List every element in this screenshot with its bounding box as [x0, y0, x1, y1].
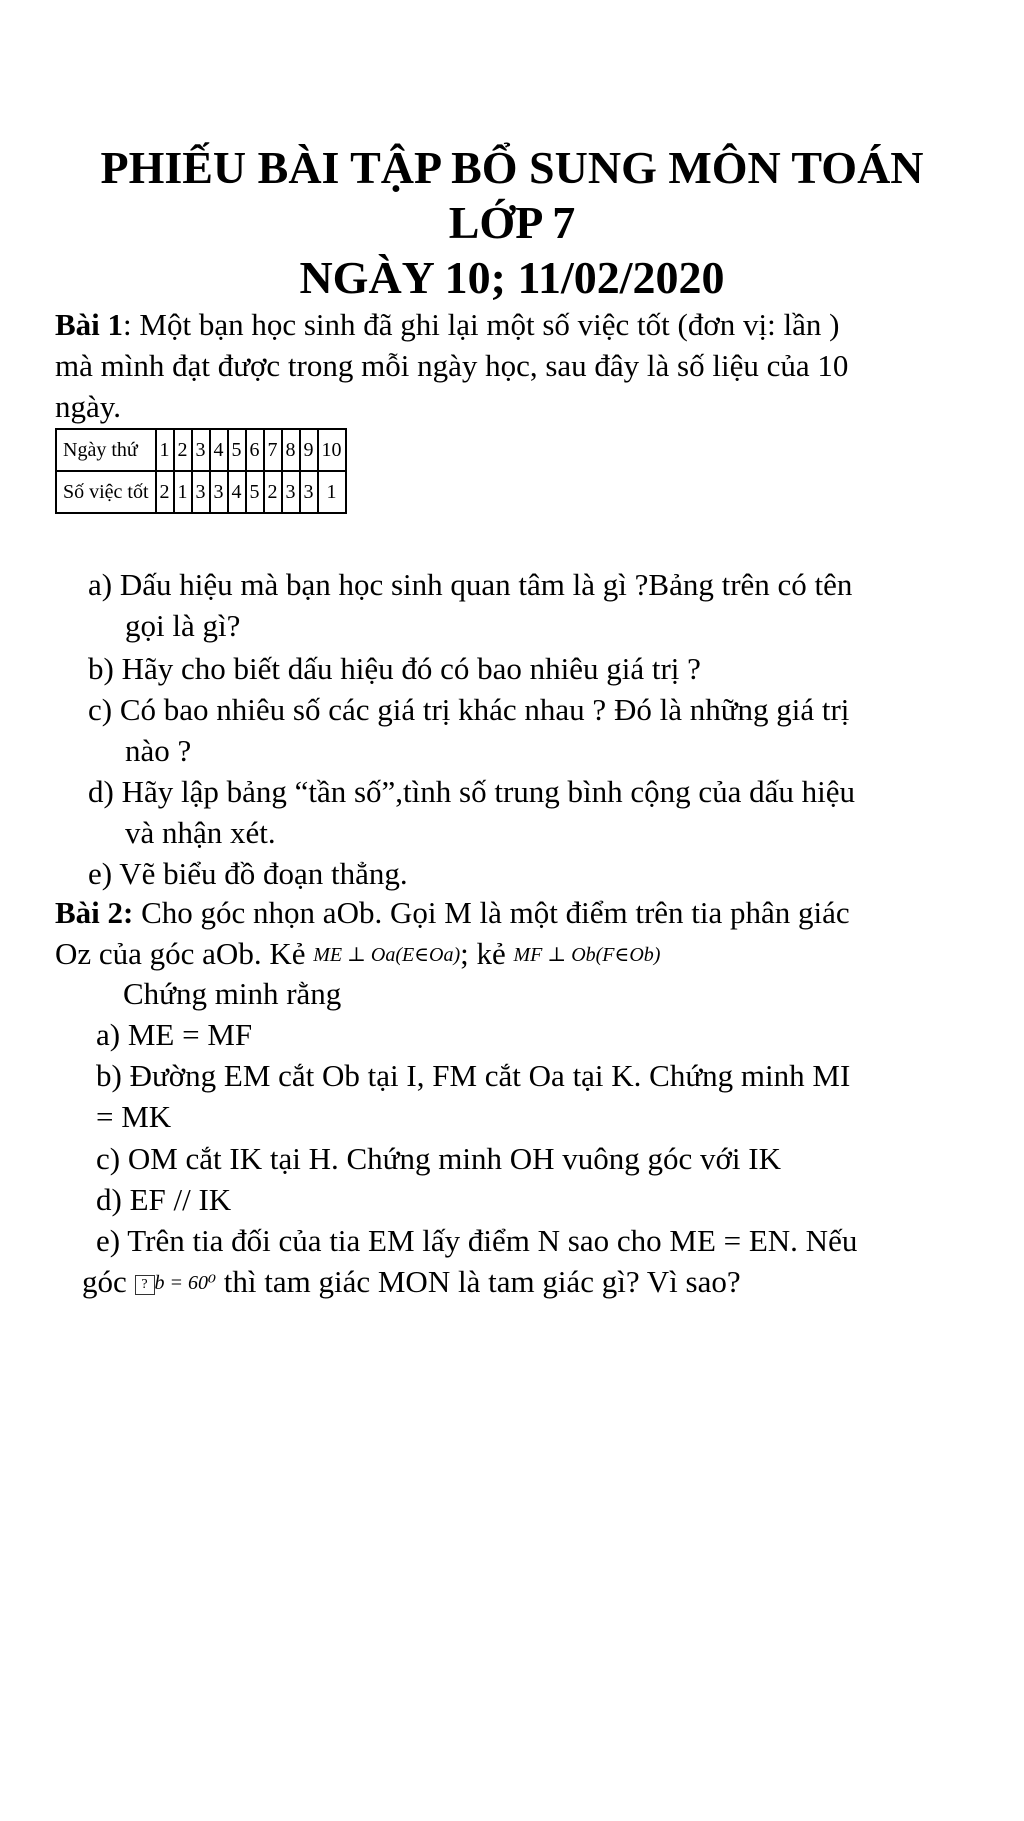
- frequency-table: [55, 428, 347, 514]
- bai2-question-d: d) EF // IK: [96, 1182, 232, 1217]
- table-cell: 6: [246, 429, 264, 471]
- bai1-question-c-line2: nào ?: [125, 733, 192, 768]
- table-cell: 3: [282, 471, 300, 513]
- table-cell: 5: [228, 429, 246, 471]
- bai2-question-a: a) ME = MF: [96, 1017, 253, 1052]
- header-grade: LỚP 7: [448, 197, 576, 248]
- bai2-question-e-line2: góc ? b = 60⁰ thì tam giác MON là tam giác gì? Vì sao?: [82, 1264, 741, 1299]
- table-row-good-deeds: [56, 471, 346, 513]
- table-cell: 3: [192, 471, 210, 513]
- bai1-question-c-line1: c) Có bao nhiêu số các giá trị khác nhau ? Đó là những giá trị: [88, 692, 850, 727]
- bai2-label: Bài 2:: [55, 895, 134, 930]
- table-cell: 1: [318, 471, 346, 513]
- bai2-question-b-line1: b) Đường EM cắt Ob tại I, FM cắt Oa tại K. Chứng minh MI: [96, 1058, 851, 1093]
- bai1-question-b: b) Hãy cho biết dấu hiệu đó có bao nhiêu giá trị ?: [88, 651, 701, 686]
- table-cell: 2: [264, 471, 282, 513]
- bai1-question-d-line2: và nhận xét.: [125, 815, 276, 850]
- table-cell: 8: [282, 429, 300, 471]
- bai1-intro-line1: Bài 1: Một bạn học sinh đã ghi lại một số việc tốt (đơn vị: lần ): [55, 307, 840, 342]
- bai1-question-d-line1: d) Hãy lập bảng “tần số”,tình số trung bình cộng của dấu hiệu: [88, 774, 856, 809]
- table-cell: 4: [228, 471, 246, 513]
- table-cell: 1: [156, 429, 174, 471]
- formula-me-perp-oa: ME ⊥ Oa(E∈Oa): [313, 944, 461, 966]
- table-cell: 3: [192, 429, 210, 471]
- table-cell: 7: [264, 429, 282, 471]
- table-row-label: Ngày thứ: [56, 429, 156, 471]
- bai1-label: Bài 1: [55, 307, 124, 342]
- header-date: NGÀY 10; 11/02/2020: [299, 252, 725, 303]
- table-row-day: [56, 429, 346, 471]
- bai2-prove: Chứng minh rằng: [123, 976, 342, 1011]
- table-row-label: Số việc tốt: [56, 471, 156, 513]
- table-cell: 4: [210, 429, 228, 471]
- table-cell: 5: [246, 471, 264, 513]
- header-title: PHIẾU BÀI TẬP BỔ SUNG MÔN TOÁN: [100, 142, 924, 193]
- broken-image-icon: ?: [135, 1275, 155, 1295]
- bai1-question-e: e) Vẽ biểu đồ đoạn thẳng.: [88, 856, 408, 891]
- bai1-intro-line2: mà mình đạt được trong mỗi ngày học, sau đây là số liệu của 10: [55, 348, 849, 383]
- table-cell: 3: [210, 471, 228, 513]
- table-cell: 1: [174, 471, 192, 513]
- table-cell: 9: [300, 429, 318, 471]
- bai2-question-c: c) OM cắt IK tại H. Chứng minh OH vuông góc với IK: [96, 1141, 781, 1176]
- table-cell: 10: [318, 429, 346, 471]
- table-cell: 2: [156, 471, 174, 513]
- bai2-question-b-line2: = MK: [96, 1099, 172, 1134]
- bai1-intro-line3: ngày.: [55, 389, 121, 424]
- formula-mf-perp-ob: MF ⊥ Ob(F∈Ob): [513, 944, 661, 966]
- bai2-intro-line2: Oz của góc aOb. Kẻ ME ⊥ Oa(E∈Oa); kẻ MF ⊥ Ob(F∈Ob): [55, 936, 661, 971]
- bai2-intro-line1: Bài 2: Cho góc nhọn aOb. Gọi M là một điểm trên tia phân giác: [55, 895, 850, 930]
- table-cell: 2: [174, 429, 192, 471]
- bai1-question-a-line2: gọi là gì?: [125, 608, 241, 643]
- bai2-question-e-line1: e) Trên tia đối của tia EM lấy điểm N sao cho ME = EN. Nếu: [96, 1223, 858, 1258]
- formula-angle: b = 60⁰: [154, 1272, 217, 1294]
- table-cell: 3: [300, 471, 318, 513]
- bai1-question-a-line1: a) Dấu hiệu mà bạn học sinh quan tâm là gì ?Bảng trên có tên: [88, 567, 853, 602]
